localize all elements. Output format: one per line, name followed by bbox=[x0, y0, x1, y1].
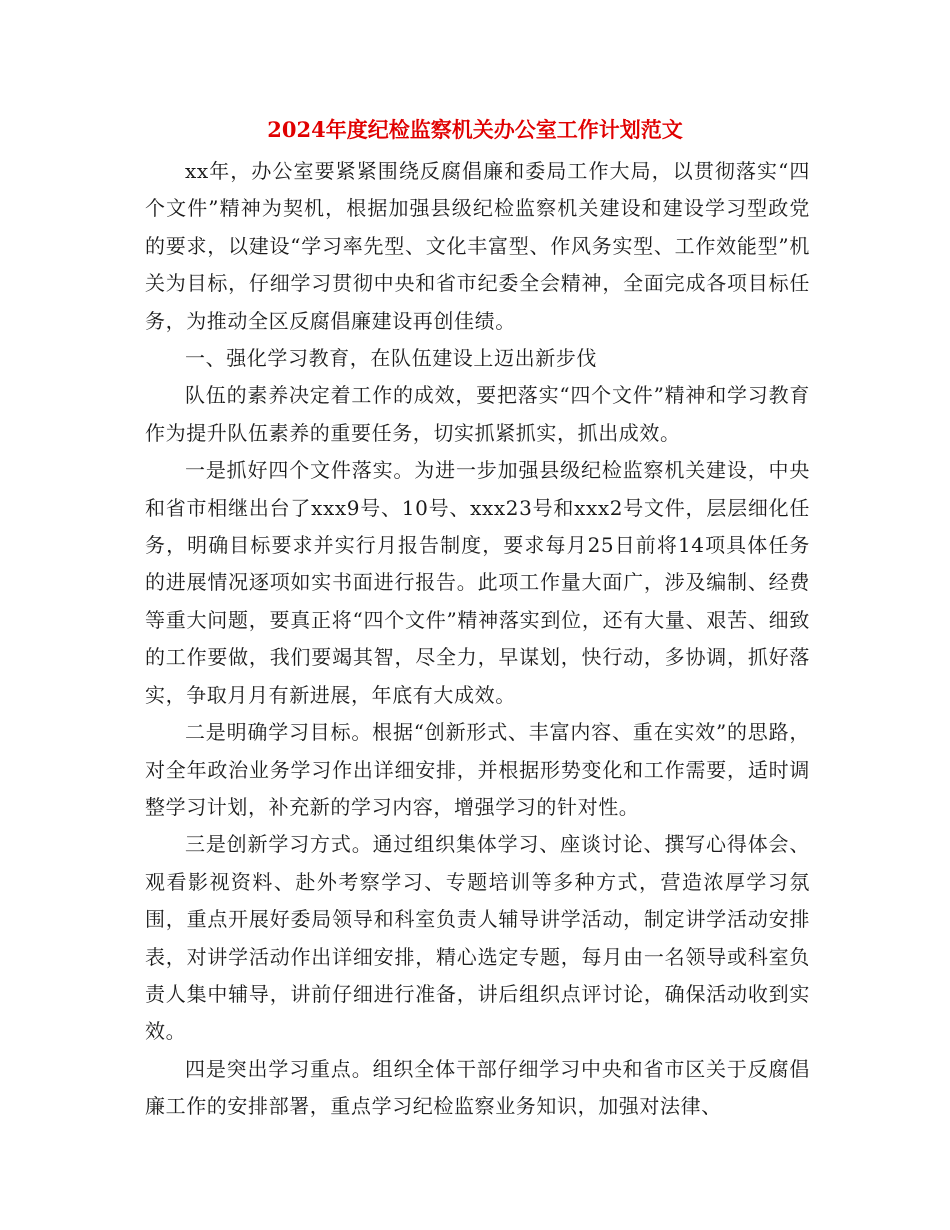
paragraph-team-quality: 队伍的素养决定着工作的成效，要把落实“四个文件”精神和学习教育作为提升队伍素养的重要任务，切实抓紧抓实，抓出成效。 bbox=[145, 383, 810, 445]
paragraph-item-1: 一是抓好四个文件落实。为进一步加强县级纪检监察机关建设，中央和省市相继出台了xxx9号、10号、xxx23号和xxx2号文件，层层细化任务，明确目标要求并实行月报告制度，要求每月25日前将14项具体任务的进展情况逐项如实书面进行报告。此项工作量大面广，涉及编制、经费等重大问题，要真正将“四个文件”精神落实到位，还有大量、艰苦、细致的工作要做，我们要竭其智，尽全力，早谋划，快行动，多协调，抓好落实，争取月月有新进展，年底有大成效。 bbox=[145, 458, 810, 707]
paragraph-item-4: 四是突出学习重点。组织全体干部仔细学习中央和省市区关于反腐倡廉工作的安排部署，重点学习纪检监察业务知识，加强对法律、 bbox=[145, 1056, 810, 1119]
section-heading-1: 一、强化学习教育，在队伍建设上迈出新步伐 bbox=[185, 346, 597, 371]
paragraph-item-3: 三是创新学习方式。通过组织集体学习、座谈讨论、撰写心得体会、观看影视资料、赴外考察学习、专题培训等多种方式，营造浓厚学习氛围，重点开展好委局领导和科室负责人辅导讲学活动，制定讲学活动安排表，对讲学活动作出详细安排，精心选定专题，每月由一名领导或科室负责人集中辅导，讲前仔细进行准备，讲后组织点评讨论，确保活动收到实效。 bbox=[145, 832, 810, 1044]
paragraph-intro: xx年，办公室要紧紧围绕反腐倡廉和委局工作大局，以贯彻落实“四个文件”精神为契机，根据加强县级纪检监察机关建设和建设学习型政党的要求，以建设“学习率先型、文化丰富型、作风务实型、工作效能型”机关为目标，仔细学习贯彻中央和省市纪委全会精神，全面完成各项目标任务，为推动全区反腐倡廉建设再创佳绩。 bbox=[145, 159, 810, 333]
document-body bbox=[145, 153, 810, 1126]
document-title: 2024年度纪检监察机关办公室工作计划范文 bbox=[267, 117, 683, 142]
paragraph-item-2: 二是明确学习目标。根据“创新形式、丰富内容、重在实效”的思路，对全年政治业务学习作出详细安排，并根据形势变化和工作需要，适时调整学习计划，补充新的学习内容，增强学习的针对性。 bbox=[145, 720, 810, 819]
